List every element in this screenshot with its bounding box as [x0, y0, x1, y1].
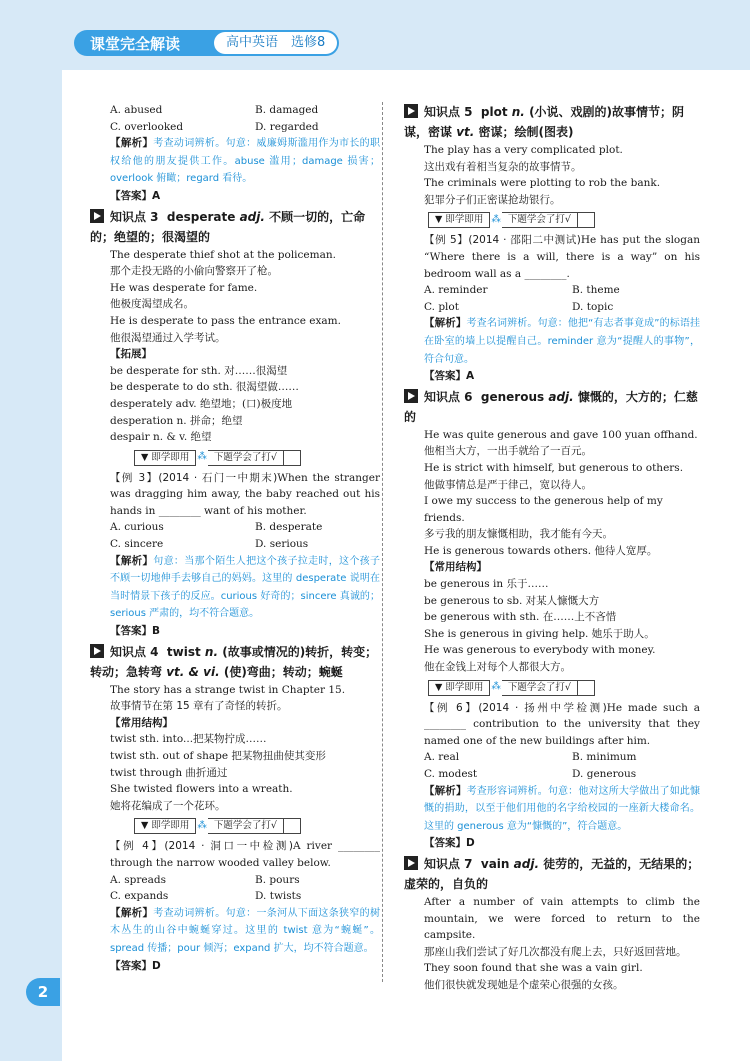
struct-line: She twisted flowers into a wreath. [110, 783, 293, 796]
option-d: D. generous [572, 768, 637, 780]
practice-label: ▼ 即学即用 [134, 818, 196, 834]
example-line: The criminals were plotting to rob the bank. [424, 177, 661, 190]
options-row [90, 536, 380, 553]
option-a: A. reminder [424, 284, 488, 297]
struct-line: twist through 曲折通过 [110, 766, 228, 779]
analysis-block [404, 783, 700, 836]
kp-title: 知识点 6 [424, 389, 473, 404]
kp-meaning2: (使)弯曲；转动；蜿蜒 [223, 664, 343, 679]
example-line: He was desperate for fame. [110, 281, 258, 294]
example-line: 他极度渴望成名。 [110, 298, 194, 311]
analysis-tag: 【解析】 [424, 784, 467, 797]
practice-bar [134, 818, 380, 834]
play-icon [404, 389, 418, 403]
header-bar [74, 30, 339, 56]
example-line: They soon found that she was a vain girl. [424, 962, 643, 975]
example-line: 那个走投无路的小偷向警察开了枪。 [110, 265, 278, 278]
practice-label: ▼ 即学即用 [428, 680, 490, 696]
kp-word: twist [166, 644, 201, 659]
example-line: I owe my success to the generous help of my friends. [424, 495, 663, 524]
series-title: 课堂完全解读 [90, 34, 181, 53]
practice-bar [134, 450, 380, 466]
knot-icon: ⁂ [197, 820, 207, 832]
kp-word: plot [480, 105, 508, 119]
kp-title: 知识点 7 [424, 856, 473, 871]
option-c: C. expands [110, 890, 169, 903]
answer: 【答案】B [110, 625, 161, 638]
kp-pos: adj. [513, 856, 540, 871]
kp-pos: n. [511, 105, 525, 119]
example-line: He is generous towards others. 他待人宽厚。 [424, 544, 658, 557]
options-row [90, 102, 380, 119]
practice-bar [428, 680, 700, 696]
kp-pos: n. [204, 644, 219, 659]
example-line: 这出戏有着相当复杂的故事情节。 [424, 160, 582, 173]
practice-label: ▼ 即学即用 [428, 212, 490, 228]
option-a: A. abused [110, 104, 163, 116]
example-4 [90, 838, 380, 871]
check-box[interactable] [284, 818, 301, 834]
example-head: 【例 4】(2014 · 洞口一中检测) [110, 840, 294, 853]
example-text: When the stranger was dragging him away, the baby reached out his hands in ________ want of his mother. [110, 471, 380, 517]
knowledge-point-6 [404, 387, 700, 427]
knowledge-point-3 [90, 207, 380, 247]
play-icon [404, 104, 418, 118]
knowledge-point-7 [404, 854, 700, 894]
example-head: 【例 3】(2014 · 石门一中期末) [110, 471, 278, 484]
analysis-block [404, 315, 700, 368]
extend-line: be desperate for sth. 对……很渴望 [110, 364, 288, 377]
analysis-text: 句意：当那个陌生人把这个孩子拉走时，这个孩子不顾一切地伸手去够自己的妈妈。这里的 desperate 说明在当时情景下孩子的反应。curious 好奇的；sincere 真诚的；serious 严肃的，均不符合题意。 [110, 555, 381, 620]
check-box[interactable] [578, 680, 595, 696]
play-icon [404, 856, 418, 870]
analysis-text: 考查名词辨析。句意：他把“有志者事竟成”的标语挂在卧室的墙上以提醒自己。reminder 意为“提醒人的事物”，符合句意。 [424, 318, 700, 365]
page-number: 2 [26, 978, 60, 1006]
answer: 【答案】A [110, 189, 161, 202]
learned-label: 下题学会了打√ [502, 680, 578, 696]
kp-pos2: vt. [456, 125, 475, 139]
analysis-tag: 【解析】 [110, 554, 154, 567]
common-tag: 【常用结构】 [424, 561, 487, 574]
example-head: 【例 5】(2014 · 邵阳二中测试) [424, 234, 581, 247]
play-icon [90, 644, 104, 658]
option-c: C. overlooked [110, 120, 184, 133]
example-head: 【例 6】(2014 · 扬州中学检测) [424, 701, 607, 714]
option-c: C. modest [424, 768, 478, 780]
play-icon [90, 209, 104, 223]
option-a: A. spreads [110, 873, 166, 886]
example-line: 多亏我的朋友慷慨相助，我才能有今天。 [424, 528, 613, 541]
example-line: 他相当大方，一出手就给了一百元。 [424, 445, 592, 458]
knowledge-point-4 [90, 642, 380, 682]
struct-line: twist sth. into...把某物拧成…… [110, 733, 267, 746]
example-line: The play has a very complicated plot. [424, 144, 623, 156]
option-b: B. theme [572, 284, 620, 297]
kp-meaning: (小说、戏剧的)故事情节；阴谋，密谋 [404, 105, 685, 139]
option-c: C. sincere [110, 538, 164, 551]
example-line: 犯罪分子们正密谋抢劫银行。 [424, 193, 561, 206]
option-d: D. twists [255, 890, 302, 903]
extend-line: desperation n. 拼命；绝望 [110, 414, 243, 427]
struct-line: be generous to sb. 对某人慷慨大方 [424, 594, 600, 607]
knot-icon: ⁂ [491, 681, 501, 693]
left-column [90, 102, 380, 974]
common-tag: 【常用结构】 [110, 716, 173, 729]
answer: 【答案】D [110, 959, 161, 972]
kp-word: desperate [166, 209, 236, 224]
options-row [90, 119, 380, 136]
option-b: B. damaged [255, 104, 319, 116]
kp-meaning2: 密谋；绘制(图表) [478, 125, 574, 139]
kp-title: 知识点 3 [110, 209, 159, 224]
struct-line: twist sth. out of shape 把某物扭曲使其变形 [110, 750, 326, 762]
option-c: C. plot [424, 300, 459, 313]
kp-meaning: 徒劳的，无益的，无结果的；虚荣的，自负的 [404, 856, 700, 891]
struct-line: He was generous to everybody with money. [424, 644, 656, 657]
analysis-text: 考查形容词辨析。句意：他对这所大学做出了如此慷慨的捐助，以至于他们用他的名字给校园的一座新大楼命名。这里的 generous 意为“慷慨的”，符合题意。 [424, 785, 701, 832]
option-a: A. curious [110, 521, 164, 534]
column-divider [382, 102, 383, 982]
extend-tag: 【拓展】 [110, 348, 152, 361]
knowledge-point-5 [404, 102, 700, 142]
struct-line: 他在金钱上对每个人都很大方。 [424, 661, 571, 674]
kp-meaning: 慷慨的，大方的；仁慈的 [404, 389, 698, 424]
example-line: He is strict with himself, but generous to others. [424, 461, 684, 474]
subject-title: 高中英语 选修8 [214, 32, 337, 54]
analysis-block [90, 135, 380, 188]
analysis-text: 考查动词辨析。句意：一条河从下面这条狭窄的树木丛生的山谷中蜿蜒穿过。这里的 twist 意为“蜿蜒”。spread 传播；pour 倾泻；expand 扩大，均不符合题意。 [110, 907, 381, 954]
kp-word: generous [480, 389, 545, 404]
left-band [0, 0, 62, 1061]
option-b: B. pours [255, 873, 300, 886]
analysis-block [90, 905, 380, 958]
options-row [90, 872, 380, 889]
example-line: 那座山我们尝试了好几次都没有爬上去，只好返回营地。 [424, 945, 687, 958]
example-line: 他做事情总是严于律己，宽以待人。 [424, 478, 592, 491]
extend-line: desperately adv. 绝望地；(口)极度地 [110, 397, 293, 410]
learned-label: 下题学会了打√ [208, 450, 284, 466]
knot-icon: ⁂ [491, 214, 501, 226]
analysis-text: 考查动词辨析。句意：威廉姆斯滥用作为市长的职权给他的朋友提供工作。abuse 滥用；damage 损害；overlook 俯瞰；regard 看待。 [110, 138, 381, 185]
right-column [404, 102, 700, 994]
option-d: D. topic [572, 300, 614, 313]
example-6 [404, 700, 700, 750]
knot-icon: ⁂ [197, 451, 207, 463]
options-row [404, 299, 700, 316]
example-line: He was quite generous and gave 100 yuan offhand. [424, 428, 698, 441]
option-d: D. serious [255, 538, 309, 551]
practice-label: ▼ 即学即用 [134, 450, 196, 466]
check-box[interactable] [284, 450, 301, 466]
options-row [404, 749, 700, 766]
example-line: The desperate thief shot at the policeman. [110, 248, 336, 261]
option-b: B. minimum [572, 751, 637, 764]
example-line: After a number of vain attempts to climb the mountain, we were forced to return to the campsite. [424, 895, 700, 942]
example-text: A river ________ through the narrow wooded valley below. [110, 840, 380, 869]
analysis-block [90, 553, 380, 623]
answer: 【答案】A [424, 370, 475, 383]
example-line: 故事情节在第 15 章有了奇怪的转折。 [110, 700, 288, 713]
answer: 【答案】D [424, 837, 475, 850]
options-row [90, 888, 380, 905]
kp-word: vain [480, 856, 510, 871]
learned-label: 下题学会了打√ [502, 212, 578, 228]
options-row [404, 766, 700, 783]
extend-line: despair n. & v. 绝望 [110, 431, 212, 444]
kp-title: 知识点 4 [110, 644, 159, 659]
example-line: 他很渴望通过入学考试。 [110, 331, 226, 344]
example-5 [404, 232, 700, 282]
option-d: D. regarded [255, 120, 319, 133]
kp-meaning: 不顾一切的，亡命的；绝望的；很渴望的 [90, 209, 366, 244]
example-text: He made such a ________ contribution to the university that they named one of the new buildings after him. [424, 701, 701, 747]
analysis-tag: 【解析】 [110, 906, 154, 919]
struct-line: be generous in 乐于…… [424, 578, 549, 591]
example-text: He has put the slogan “Where there is a will, there is a way” on his bedroom wall as a ________. [424, 234, 701, 280]
example-3 [90, 470, 380, 520]
struct-line: be generous with sth. 在……上不吝惜 [424, 611, 617, 624]
example-line: He is desperate to pass the entrance exam. [110, 314, 341, 327]
options-row [404, 282, 700, 299]
kp-title: 知识点 5 [424, 105, 473, 119]
kp-pos: adj. [239, 209, 265, 224]
analysis-tag: 【解析】 [424, 317, 467, 330]
example-line: 他们很快就发现她是个虚荣心很强的女孩。 [424, 978, 624, 991]
example-line: The story has a strange twist in Chapter 15. [110, 683, 346, 696]
option-b: B. desperate [255, 521, 323, 534]
analysis-tag: 【解析】 [110, 137, 154, 150]
kp-pos2: vt. & vi. [166, 664, 220, 679]
check-box[interactable] [578, 212, 595, 228]
option-a: A. real [424, 751, 460, 764]
practice-bar [428, 212, 700, 228]
kp-pos: adj. [548, 389, 574, 404]
struct-line: 她将花编成了一个花环。 [110, 799, 226, 812]
learned-label: 下题学会了打√ [208, 818, 284, 834]
struct-line: She is generous in giving help. 她乐于助人。 [424, 627, 655, 640]
options-row [90, 519, 380, 536]
extend-line: be desperate to do sth. 很渴望做…… [110, 381, 299, 394]
kp-meaning: (故事或情况的)转折，转变；转动；急转弯 [90, 644, 378, 679]
